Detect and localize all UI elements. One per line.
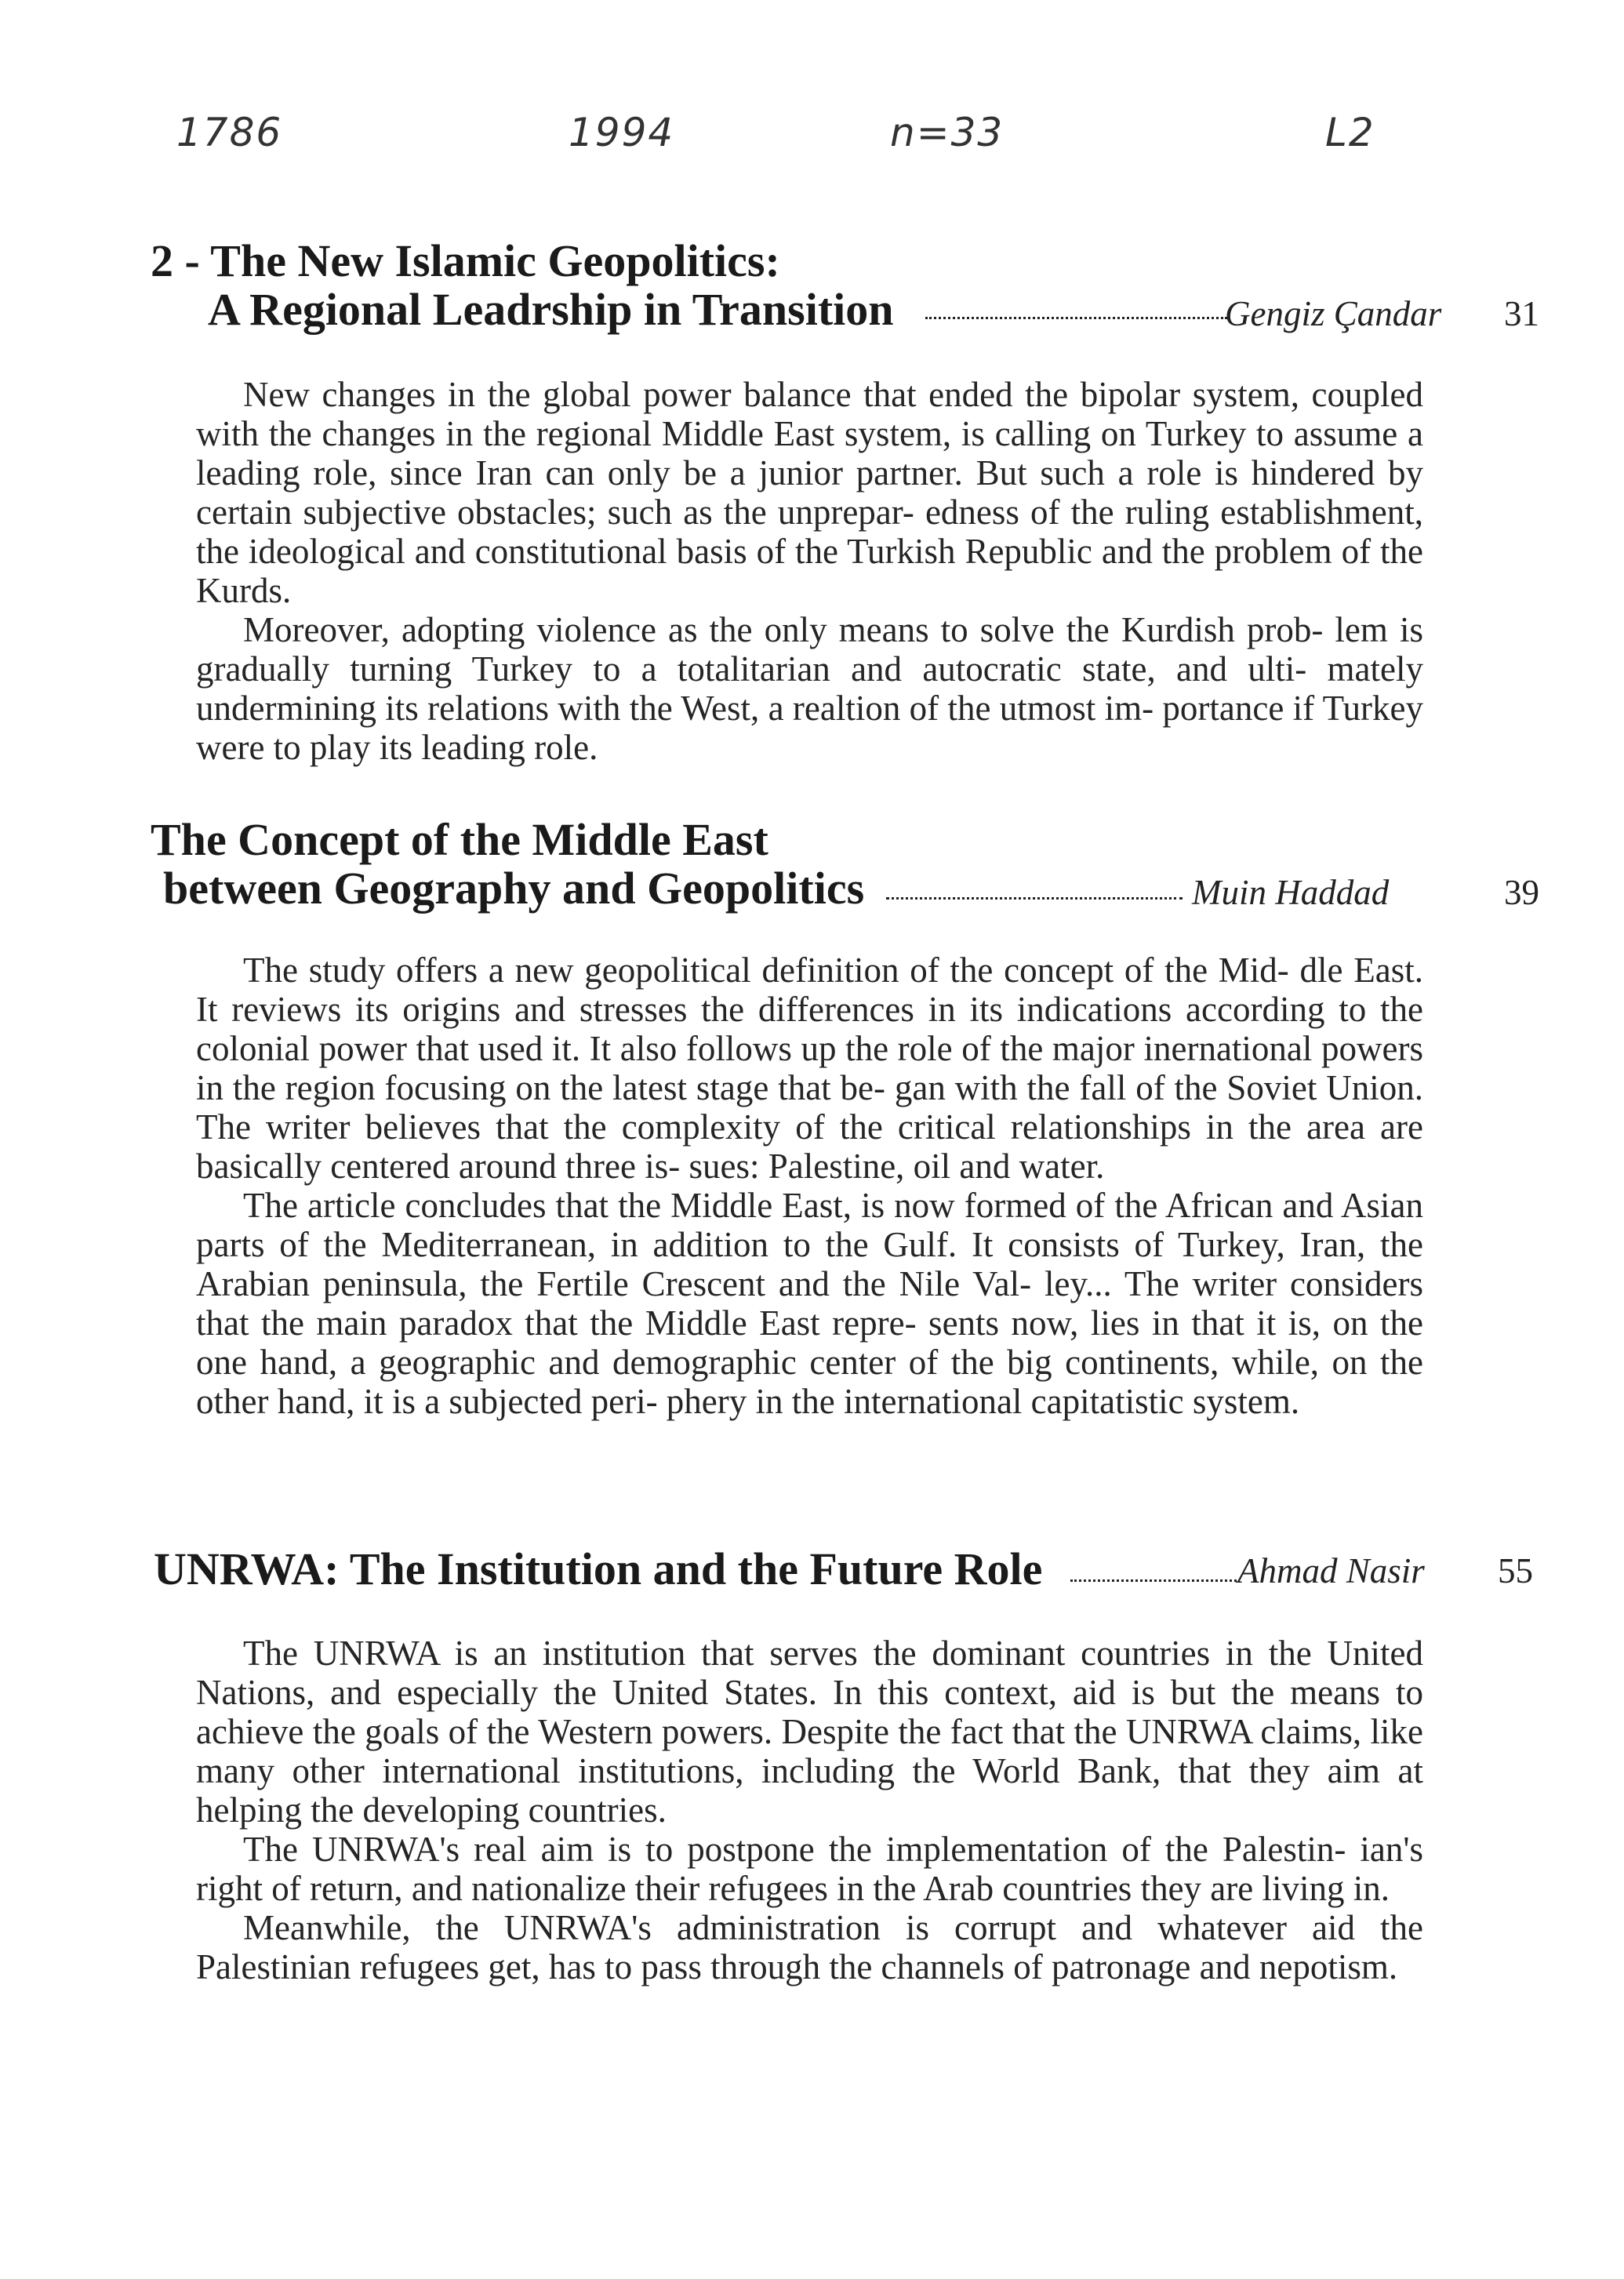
abstract-paragraph: The UNRWA's real aim is to postpone the implementation of the Palestin- ian's right of return, and nationalize their refugees in the Arab countries they are living in.: [196, 1830, 1423, 1908]
entry-title-line2: A Regional Leadrship in Transition: [208, 284, 894, 335]
entry-author: Gengiz Çandar: [1225, 294, 1442, 333]
entry-title-line2: between Geography and Geopolitics: [163, 863, 865, 914]
handwritten-note-1: 1786: [176, 110, 283, 155]
abstract-paragraph: The UNRWA is an institution that serves the dominant countries in the United Nations, and especially the United States. In this context, aid is but the means to achieve the goals of the Western powers. Despite the fact that the UNRWA claims, like many other international institutions, including the World Bank, that they aim at helping the developing countries.: [196, 1634, 1423, 1830]
entry-page-number: 31: [1504, 294, 1539, 333]
entry-title: UNRWA: The Institution and the Future Role: [154, 1543, 1043, 1594]
entry-abstract: [196, 950, 1423, 1421]
abstract-paragraph: The article concludes that the Middle East, is now formed of the African and Asian parts of the Mediterranean, in addition to the Gulf. It consists of Turkey, Iran, the Arabian peninsula, the Fertile Crescent and the Nile Val- ley... The writer considers that the main paradox that the Middle East repre- sents now, lies in that it is, on the one hand, a geographic and demographic center of the big continents, while, on the other hand, it is a subjected peri- phery in the international capitatistic system.: [196, 1186, 1423, 1421]
abstract-paragraph: The study offers a new geopolitical definition of the concept of the Mid- dle East. It reviews its origins and stresses the differences in its indications according to the colonial power that used it. It also follows up the role of the major inernational powers in the region focusing on the latest stage that be- gan with the fall of the Soviet Union. The writer believes that the complexity of the critical relationships in the area are basically centered around three is- sues: Palestine, oil and water.: [196, 950, 1423, 1186]
handwritten-note-3: n=33: [890, 110, 1005, 155]
handwritten-note-4: L2: [1325, 110, 1375, 155]
dot-leader: [925, 317, 1227, 319]
abstract-paragraph: Moreover, adopting violence as the only means to solve the Kurdish prob- lem is gradually turning Turkey to a totalitarian and autocratic state, and ulti- mately undermining its relations with the West, a realtion of the utmost im- portance if Turkey were to play its leading role.: [196, 610, 1423, 767]
abstract-paragraph: Meanwhile, the UNRWA's administration is corrupt and whatever aid the Palestinian refugees get, has to pass through the channels of patronage and nepotism.: [196, 1908, 1423, 1986]
handwritten-note-2: 1994: [569, 110, 675, 155]
entry-abstract: [196, 375, 1423, 767]
entry-abstract: [196, 1634, 1423, 1986]
dot-leader: [1070, 1579, 1237, 1582]
entry-author: Muin Haddad: [1192, 873, 1390, 912]
entry-title-line1: 2 - The New Islamic Geopolitics:: [151, 235, 780, 286]
entry-page-number: 39: [1504, 873, 1539, 912]
dot-leader: [886, 897, 1183, 900]
entry-author: Ahmad Nasir: [1237, 1551, 1425, 1590]
entry-title-line1: The Concept of the Middle East: [151, 814, 768, 865]
entry-page-number: 55: [1498, 1551, 1533, 1590]
abstract-paragraph: New changes in the global power balance that ended the bipolar system, coupled with the changes in the regional Middle East system, is calling on Turkey to assume a leading role, since Iran can only be a junior partner. But such a role is hindered by certain subjective obstacles; such as the unprepar- edness of the ruling establishment, the ideological and constitutional basis of the Turkish Republic and the problem of the Kurds.: [196, 375, 1423, 610]
